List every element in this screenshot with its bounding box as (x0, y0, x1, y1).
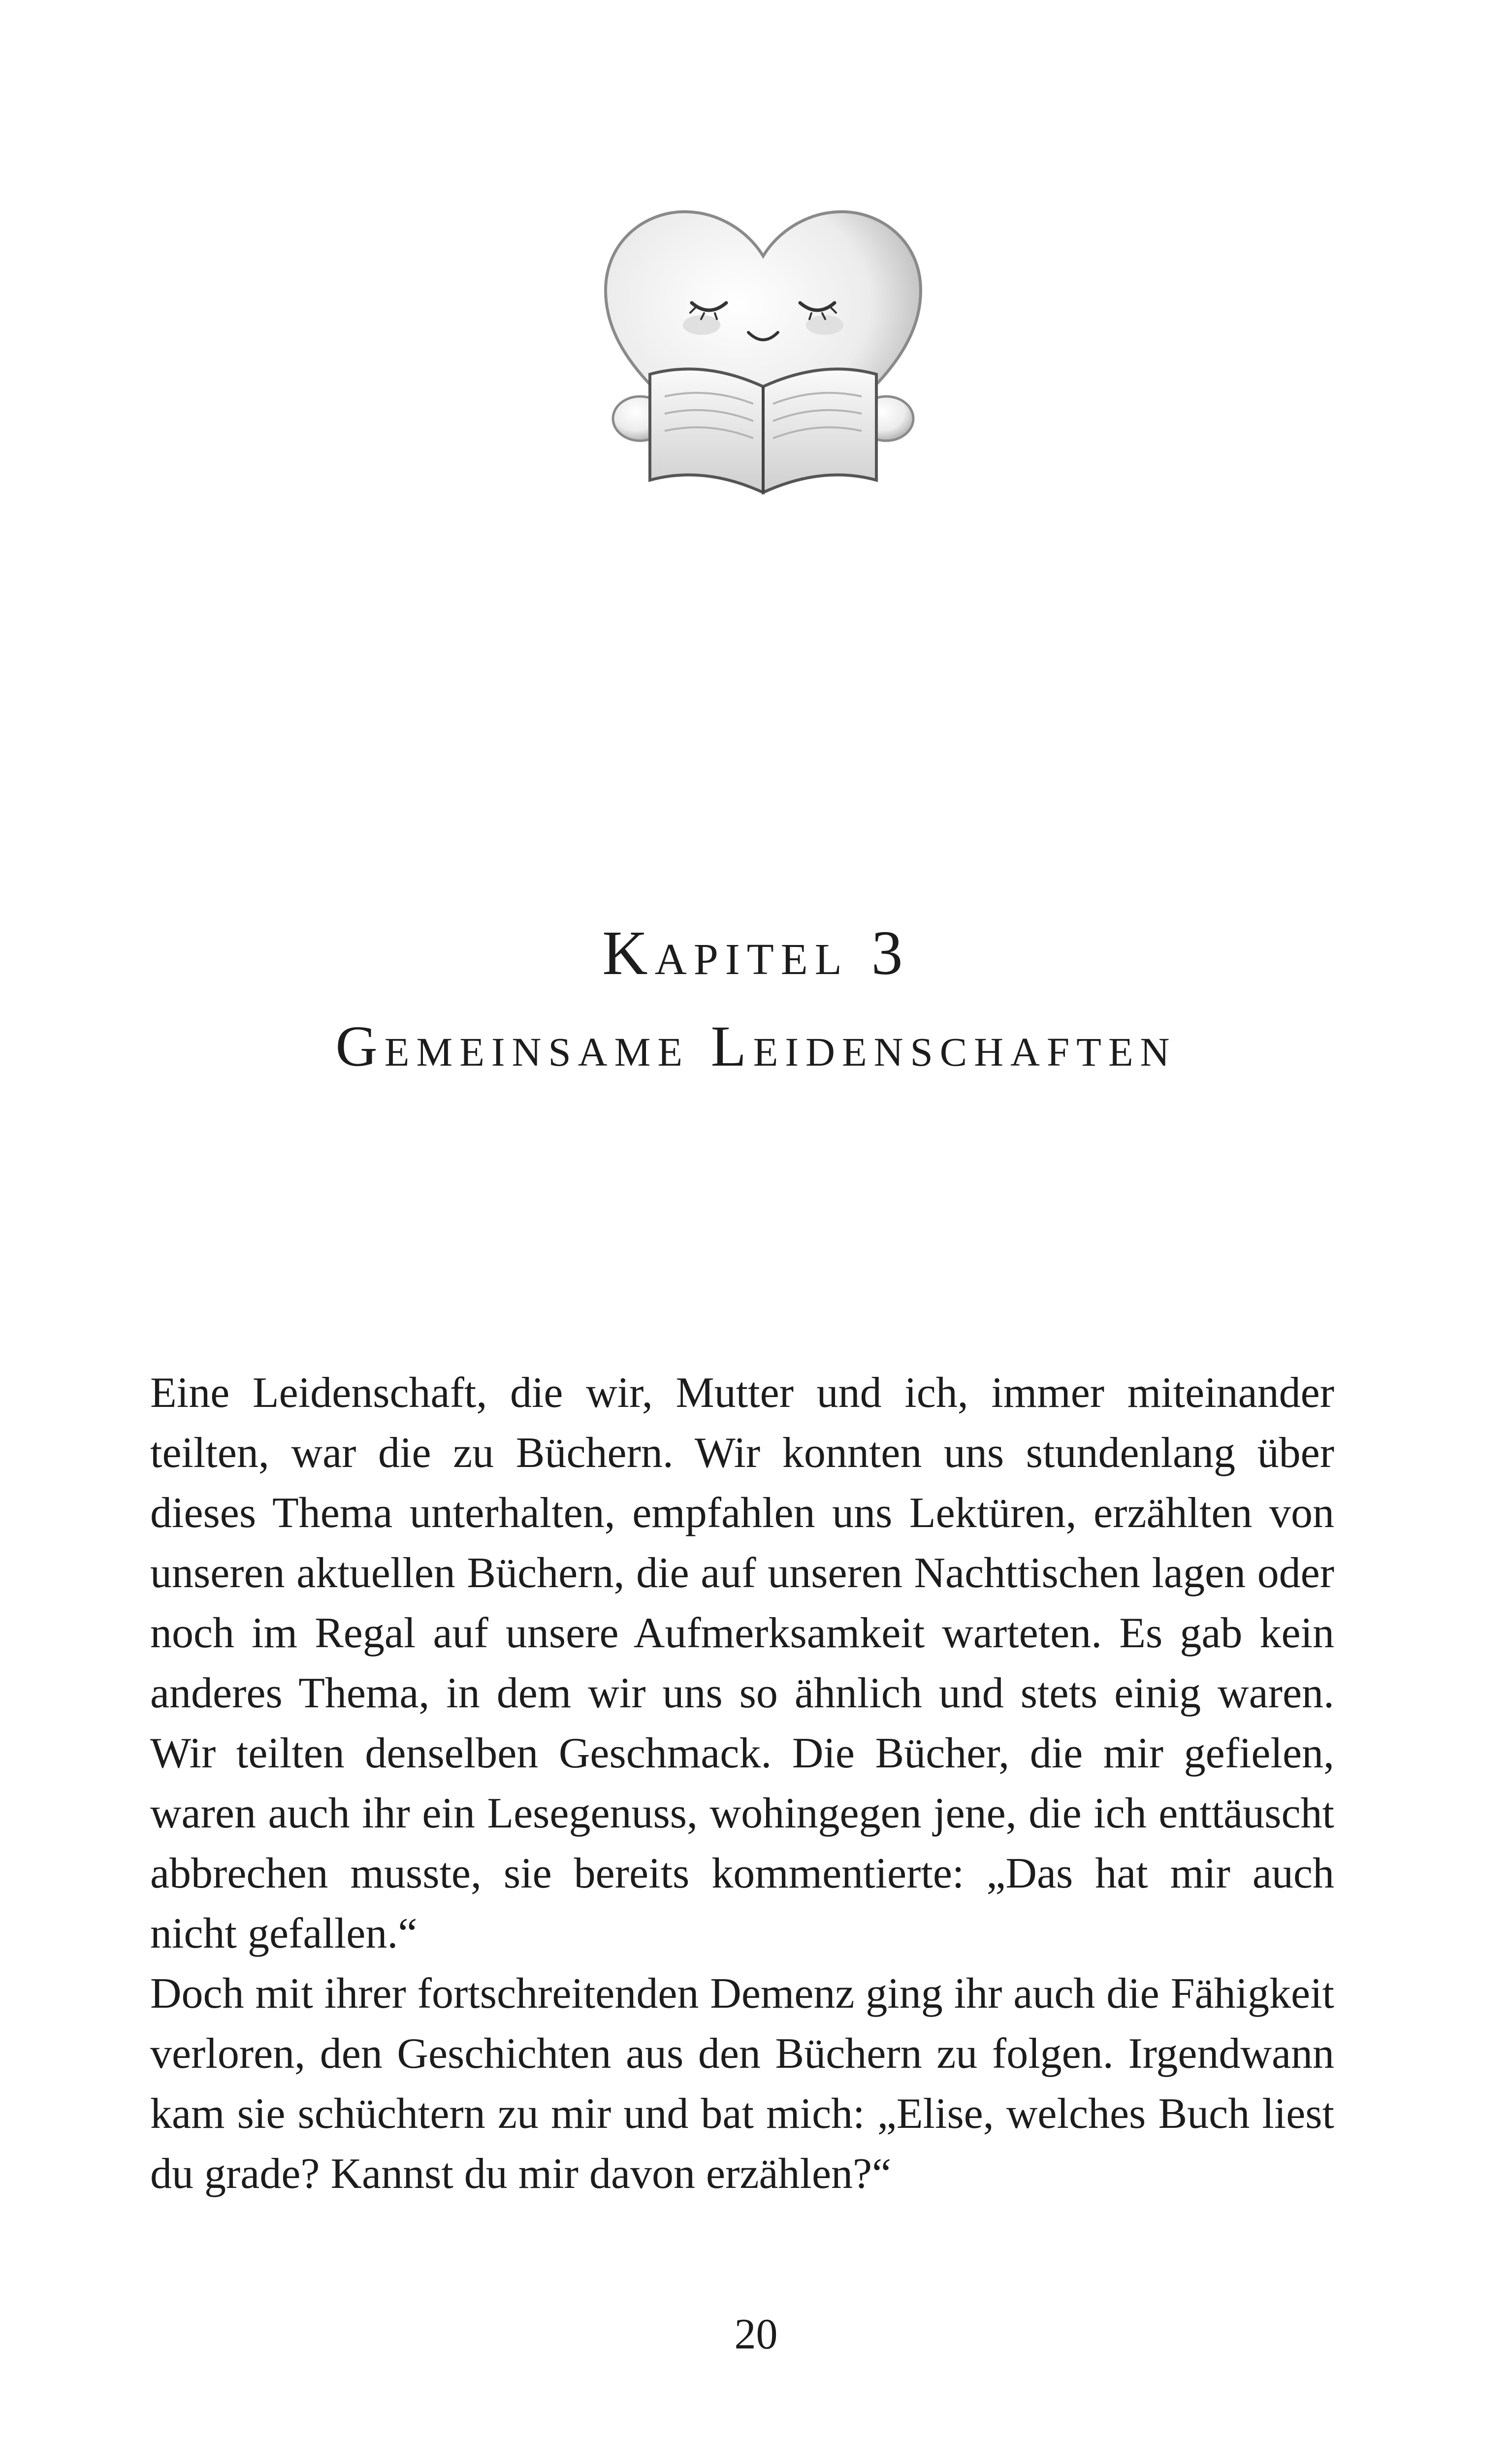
chapter-number: Kapitel 3 (602, 918, 910, 988)
chapter-heading (0, 906, 1512, 1093)
paragraph: Doch mit ihrer fortschreitenden Demenz ging ihr auch die Fähigkeit verloren, den Geschichten aus den Büchern zu folgen. Irgendwann kam sie schüchtern zu mir und bat mich: „Elise, welches Buch liest du grade? Kannst du mir davon erzählen?“ (150, 1970, 1334, 2198)
chapter-title: Gemeinsame Leidenschaften (335, 1014, 1177, 1078)
paragraph: Eine Leidenschaft, die wir, Mutter und ich, immer miteinander teilten, war die zu Büchern. Wir konnten uns stundenlang über dieses Thema unterhalten, empfahlen uns Lektüren, erzählten von unseren aktuellen Büchern, die auf unseren Nachttischen lagen oder noch im Regal auf unsere Aufmerksamkeit warteten. Es gab kein anderes Thema, in dem wir uns so ähnlich und stets einig waren. Wir teilten denselben Geschmack. Die Bücher, die mir gefielen, waren auch ihr ein Lesegenuss, wohingegen jene, die ich enttäuscht abbrechen musste, sie bereits kommentierte: „Das hat mir auch nicht gefallen.“ (150, 1369, 1334, 1957)
heart-reading-book-icon (586, 197, 940, 502)
body-text (150, 1363, 1334, 2204)
page-number: 20 (734, 2311, 778, 2358)
